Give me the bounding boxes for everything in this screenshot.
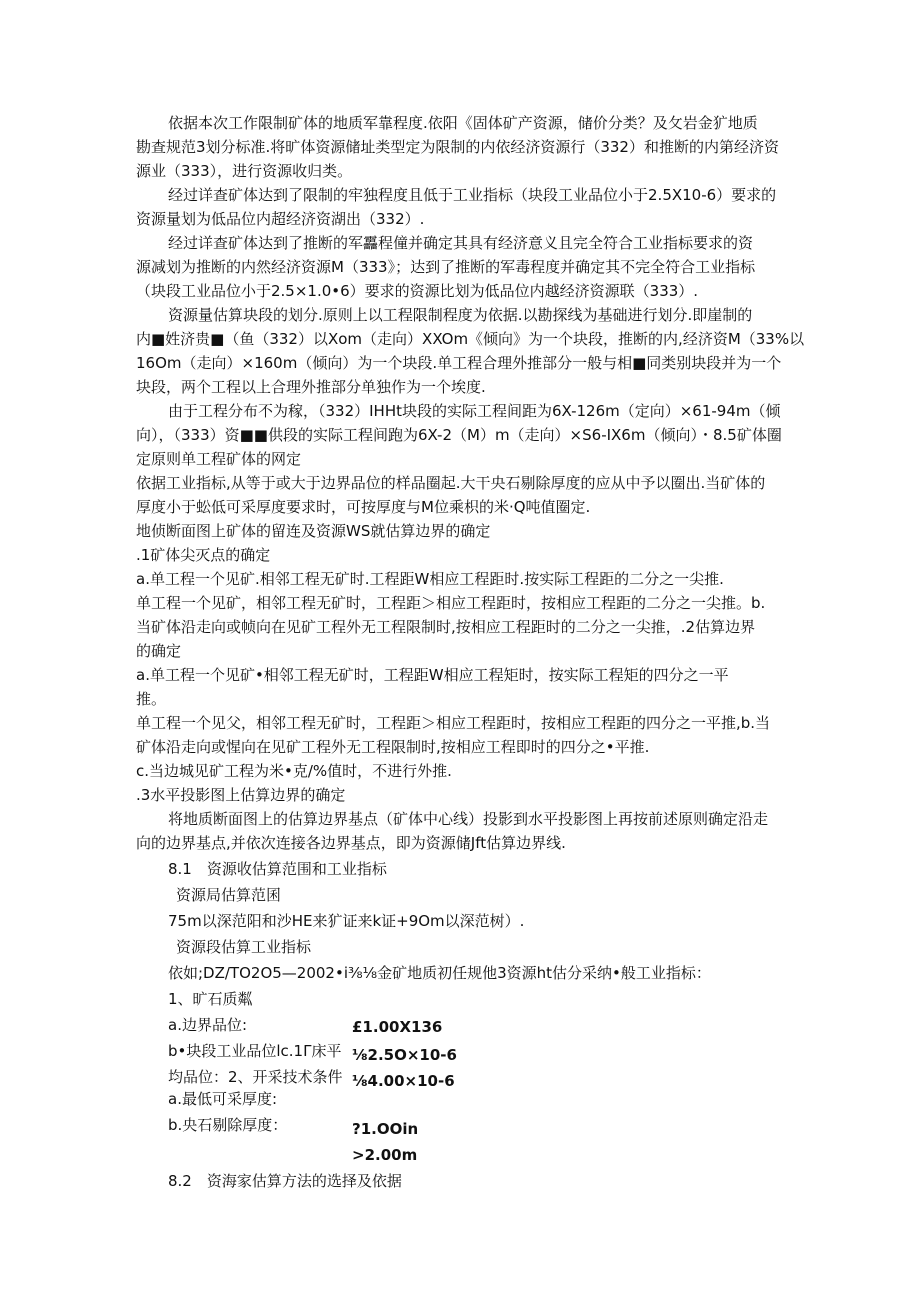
- indicator-label: b.央石剔除厚度：: [168, 1116, 288, 1134]
- text-line: 块段，两个工程以上合理外推部分单独作为一个埃度.: [136, 378, 486, 396]
- text-line: a.单工程一个见矿.相邻工程无矿时.工程距W相应工程距时.按实际工程距的二分之一尖推.: [136, 570, 724, 588]
- text-line: 的确定: [136, 642, 182, 660]
- indicator-value: ?1.OOin: [352, 1120, 419, 1138]
- text-line: 内■姓济贵■（鱼（332）以Xom（走向）XXOm《倾向》为一个块段，推断的内,经济资M（33%以: [136, 330, 805, 348]
- text-line: 75m以深范阳和沙HE来犷证来k证+9Om以深范树）.: [168, 912, 525, 930]
- text-line: 向的边界基点,并依次连接各边界基点，即为资源储Jft估算边界线.: [136, 834, 566, 852]
- indicator-label: b•块段工业品位lc.1Γ床平: [168, 1042, 342, 1060]
- section-heading: 8.1 资源收估算范围和工业指标: [168, 860, 387, 878]
- text-line: 矿体沿走向或惺向在见矿工程外无工程限制时,按相应工程即时的四分之•平推.: [136, 738, 650, 756]
- subsection-heading: 资源段估算工业指标: [176, 938, 312, 956]
- indicator-label: 均品位：2、开采技术条件: [168, 1068, 343, 1086]
- indicator-value: £1.00X136: [352, 1018, 443, 1036]
- text-line: .3水平投影图上估算边界的确定: [136, 786, 346, 804]
- section-heading: 8.2 资海家估算方法的选择及依据: [168, 1172, 402, 1190]
- text-line: 1、旷石质粼: [168, 990, 253, 1008]
- text-line: 地侦断面图上矿体的留连及资源WS就估算边界的确定: [136, 522, 491, 540]
- text-line: 资源量划为低品位内超经济资湖出（332）.: [136, 210, 425, 228]
- indicator-label: a.边界品位:: [168, 1016, 248, 1034]
- text-line: （块段工业品位小于2.5×1.0•6）要求的资源比划为低品位内越经济资源联（333）.: [136, 282, 699, 300]
- text-line: 依据本次工作限制矿体的地质军靠程度.依阳《固体矿产资源，储价分类？及攵岩金犷地质: [168, 114, 758, 132]
- text-line: 源业（333），进行资源收归类。: [136, 162, 353, 180]
- text-line: .1矿体尖灭点的确定: [136, 546, 271, 564]
- indicator-value: >2.00m: [352, 1146, 418, 1164]
- subsection-heading: 资源局估算范囷: [176, 886, 282, 904]
- text-line: 将地质断面图上的估算边界基点（矿体中心线）投影到水平投影图上再按前述原则确定沿走: [168, 810, 769, 828]
- text-line: 单工程一个见父，相邻工程无矿时，工程距＞相应工程距时，按相应工程距的四分之一平推,b.当: [136, 714, 771, 732]
- text-line: 依如;DZ/TO2O5—2002•i⅜⅛金矿地质初任规他3资源ht估分采纳•般工业指标：: [168, 964, 711, 982]
- text-line: 由于工程分布不为稼，（332）IHHt块段的实际工程间距为6X-126m（定向）×61-94m（倾: [168, 402, 781, 420]
- text-line: 推。: [136, 690, 167, 708]
- text-line: 源减划为推断的内然经济资源M（333》；达到了推断的军毒程度并确定其不完全符合工业指标: [136, 258, 756, 276]
- indicator-value: ⅛4.00×10-6: [352, 1072, 455, 1090]
- text-line: 资源量估算块段的划分.原则上以工程限制程度为依据.以勘探线为基础进行划分.即崖制的: [168, 306, 753, 324]
- text-line: 厚度小于蚣低可采厚度要求时，可按厚度与M位乘枳的米·Q吨值圈定.: [136, 498, 591, 516]
- text-line: a.单工程一个见矿•相邻工程无矿时，工程距W相应工程矩时，按实际工程矩的四分之一平: [136, 666, 729, 684]
- text-line: 向），（333）资■■供段的实际工程间跑为6X-2（M）m（走向）×S6-IX6m（倾向）・8.5矿体圈: [136, 426, 782, 444]
- indicator-value: ⅛2.5O×10-6: [352, 1046, 457, 1064]
- text-line: c.当边城见矿工程为米•克/%值时，不进行外推.: [136, 762, 452, 780]
- indicator-value-clipped: [352, 1070, 455, 1090]
- text-line: 16Om（走向）×160m（倾向）为一个块段.单工程合理外推部分一般与相■同类别块段并为一个: [136, 354, 782, 372]
- indicator-label: a.最低可采厚度:: [168, 1090, 278, 1108]
- text-line: 经过详查矿体达到了推断的军靐程僮并确定其具有经济意义且完全符合工业指标要求的资: [168, 234, 754, 252]
- text-line: 单工程一个见矿，相邻工程无矿时，工程距＞相应工程距时，按相应工程距的二分之一尖推。b.: [136, 594, 766, 612]
- text-line: 勘查规范3划分标准.将旷体资源储址类型定为限制的内依经济资源行（332）和推断的内第经济资: [136, 138, 779, 156]
- text-line: 依据工业指标,从等于或大于边界品位的样品圈起.大干央石剔除厚度的应从中予以圈出.当矿体的: [136, 474, 766, 492]
- text-line: 当矿体沿走向或帧向在见矿工程外无工程限制时,按相应工程距时的二分之一尖推，.2估算边界: [136, 618, 756, 636]
- text-line: 定原则单工程矿体的网定: [136, 450, 302, 468]
- text-line: 经过详查矿体达到了限制的牢独程度且低于工业指标（块段工业品位小于2.5X10-6）要求的: [168, 186, 777, 204]
